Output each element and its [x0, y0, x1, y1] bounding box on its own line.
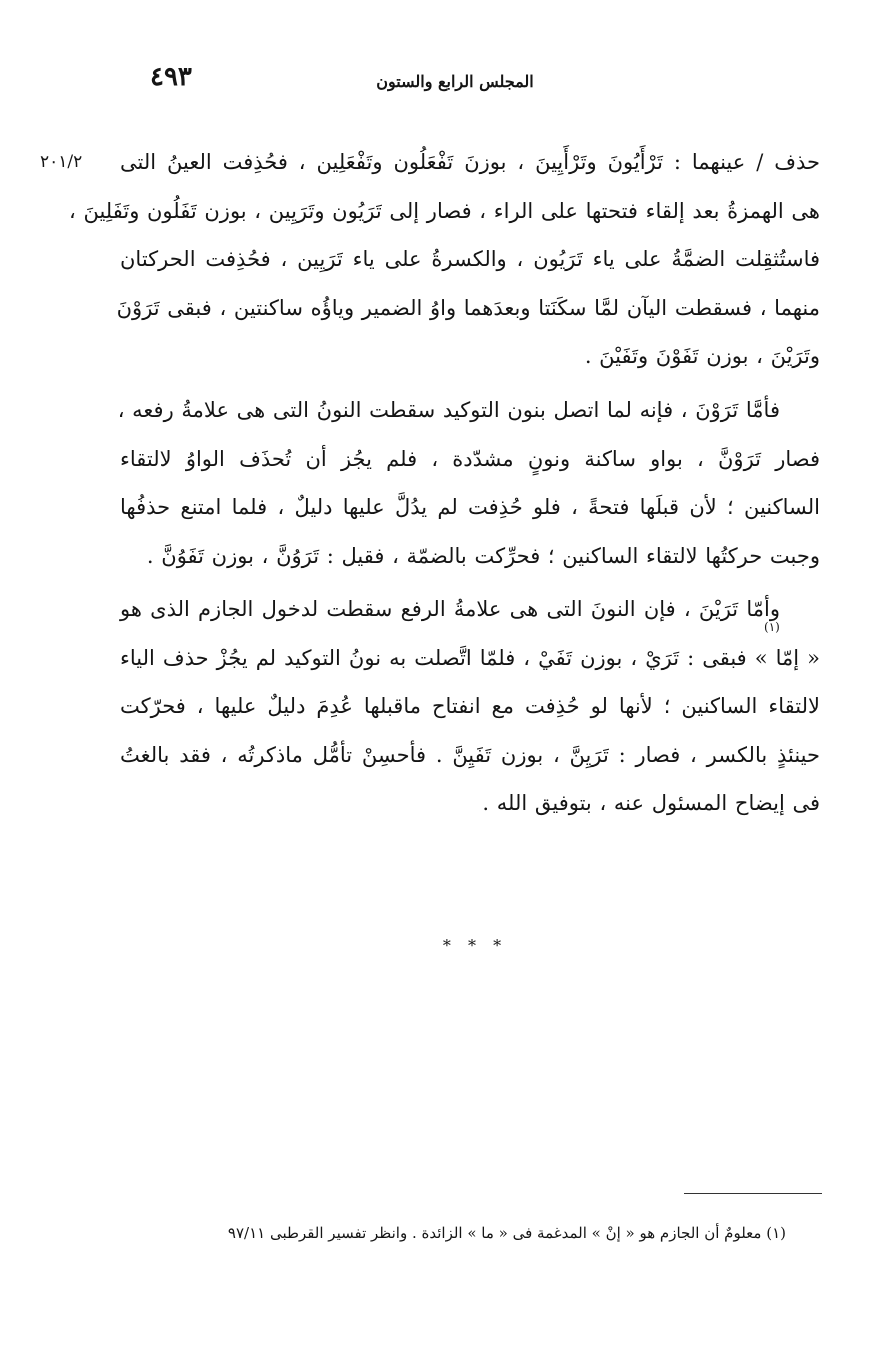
- page-number: ٤٩٣: [150, 62, 192, 92]
- footnote-rule: [684, 1193, 822, 1194]
- margin-reference: ٢٠١/٢: [40, 152, 83, 172]
- paragraph-line: منهما ، فسقطت اليآن لمَّا سكَنَتا وبعدَهما واوُ الضمير وياؤُه ساكنتين ، فبقى تَرَوْنَ: [116, 295, 820, 320]
- section-separator: * * *: [442, 936, 508, 955]
- paragraph-line: وتَرَيْنَ ، بوزن تَفَوْنَ وتَفَيْنَ .: [584, 344, 820, 368]
- paragraph-line: لالتقاء الساكنين ؛ لأنها لو حُذِفت مع انفتاح ماقبلها عُدِمَ دليلٌ عليها ، فحرّكت: [120, 694, 820, 718]
- paragraph-line: فى إيضاح المسئول عنه ، بتوفيق الله .: [482, 791, 820, 815]
- paragraph-line: حينئذٍ بالكسر ، فصار : تَرَيِنَّ ، بوزن تَفَيِنَّ . فأحسِنْ تأمُّل ماذكرتُه ، فقد بالغتُ: [120, 742, 820, 767]
- paragraph-line: وأمّا تَرَيْنَ ، فإن النونَ التى هى علامةُ الرفع سقطت لدخول الجازم الذى هو: [120, 597, 780, 621]
- paragraph-1: [69, 138, 820, 381]
- paragraph-line: وجبت حركتُها لالتقاء الساكنين ؛ فحرِّكت بالضمّة ، فقيل : تَرَوُنَّ ، بوزن تَفَوُنَّ .: [146, 543, 820, 568]
- paragraph-2: [117, 386, 820, 580]
- paragraph-line: حذف / عينهما : تَرْأَيُونَ وتَرْأَيِينَ ، بوزنَ تَفْعَلُون وتَفْعَلِين ، فحُذِفت العينُ التى: [120, 150, 820, 174]
- paragraph-3: [120, 585, 820, 828]
- paragraph-line: هى الهمزةُ بعد إلقاء فتحتها على الراء ، فصار إلى تَرَيُون وتَرَيِين ، بوزن تَفَلُون وتَفَلِينَ ،: [69, 198, 820, 223]
- paragraph-line: الساكنين ؛ لأن قبلَها فتحةً ، فلو حُذِفت لم يدُلَّ عليها دليلٌ ، فلما امتنع حذفُها: [120, 495, 820, 519]
- running-head: المجلس الرابع والستون: [376, 72, 534, 91]
- paragraph-line: فصار تَرَوْنَّ ، بواو ساكنة ونونٍ مشدّدة ، فلم يجُز أن تُحذَف الواوُ لالتقاء: [120, 446, 820, 471]
- footnote: (١) معلومٌ أن الجازم هو « إنْ » المدغمة فى « ما » الزائدة . وانظر تفسير القرطبى ٩٧/١١: [227, 1224, 786, 1242]
- paragraph-line: فأمَّا تَرَوْنَ ، فإنه لما اتصل بنون التوكيد سقطت النونُ التى هى علامةُ رفعه ،: [117, 398, 780, 422]
- paragraph-line: فاستُثقِلت الضمَّةُ على ياء تَرَيُون ، والكسرةُ على ياء تَرَيِين ، فحُذِفت الحركتان: [120, 247, 820, 271]
- footnote-marker: (١): [764, 620, 780, 634]
- paragraph-line: « إمّا » فبقى : تَرَيْ ، بوزن تَفَيْ ، فلمّا اتَّصلت به نونُ التوكيد لم يجُزْ حذف الياء: [120, 645, 820, 670]
